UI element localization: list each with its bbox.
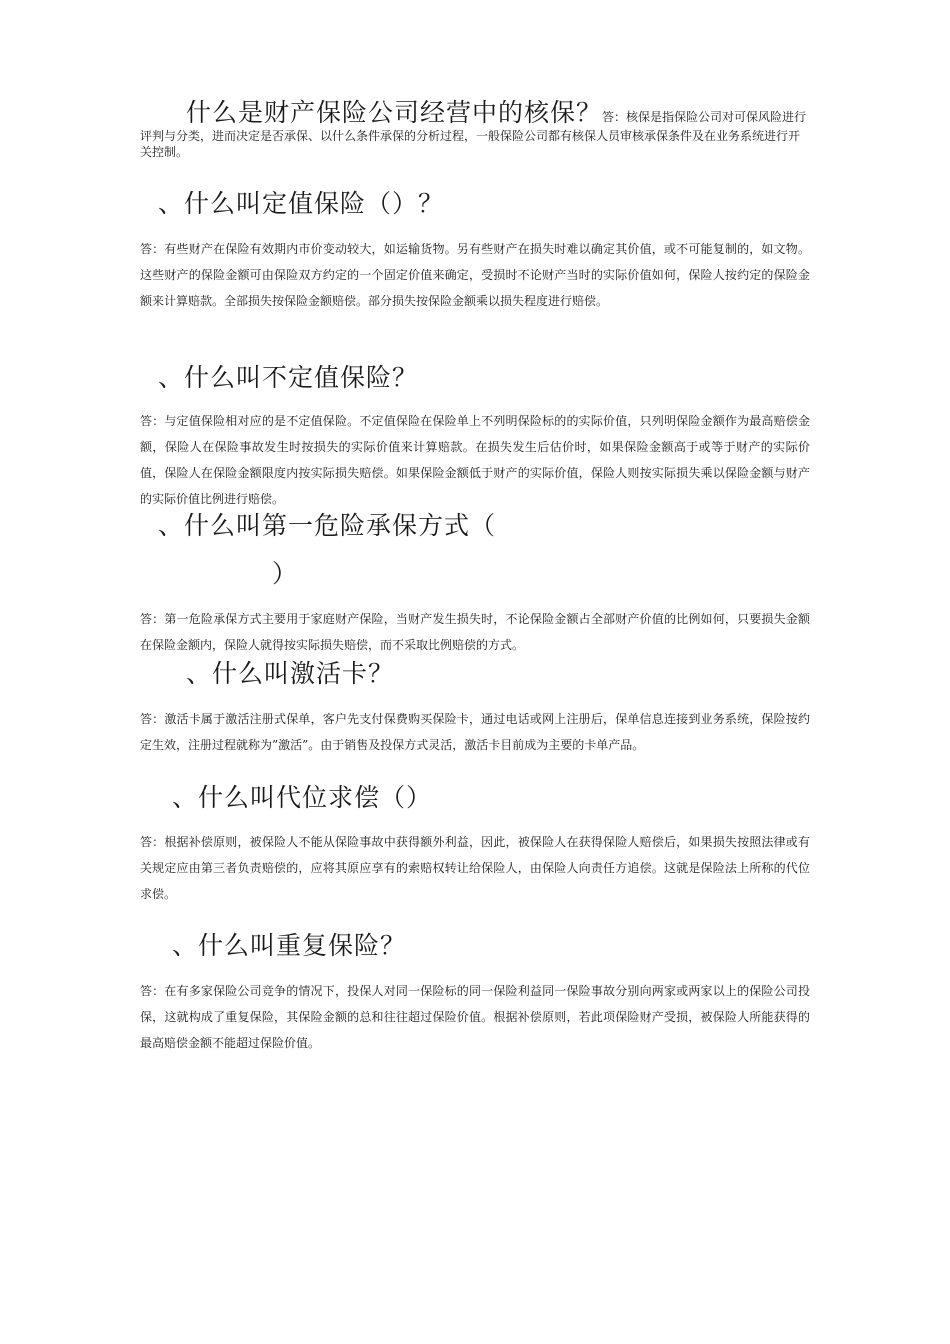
intro-paragraph	[140, 98, 810, 160]
intro-title: 什么是财产保险公司经营中的核保？	[186, 98, 603, 127]
answer-fixed-value-insurance: 答：有些财产在保险有效期内市价变动较大，如运输货物。另有些财产在损失时难以确定其价值，或不可能复制的，如文物。这些财产的保险金额可由保险双方约定的一个固定价值来确定，受损时不论财产当时的实际价值如何，保险人按约定的保险金额来计算赔款。全部损失按保险金额赔偿。部分损失按保险金额乘以损失程度进行赔偿。	[140, 242, 810, 308]
answer-double-insurance: 答：在有多家保险公司竞争的情况下，投保人对同一保险标的同一保险利益同一保险事故分别向两家或两家以上的保险公司投保，这就构成了重复保险，其保险金额的总和往往超过保险价值。根据补偿原则，若此项保险财产受损，被保险人所能获得的最高赔偿金额不能超过保险价值。	[140, 984, 810, 1050]
heading-first-loss-basis-cont: ）	[272, 559, 299, 588]
heading-activation-card: 、什么叫激活卡？	[186, 659, 395, 688]
heading-subrogation: 、什么叫代位求偿（）	[172, 783, 433, 812]
answer-first-loss-basis: 答：第一危险承保方式主要用于家庭财产保险，当财产发生损失时，不论保险金额占全部财产价值的比例如何，只要损失金额在保险金额内，保险人就得按实际损失赔偿，而不采取比例赔偿的方式。	[140, 612, 810, 652]
heading-double-insurance: 、什么叫重复保险？	[172, 931, 407, 960]
intro-answer-inline: 答：核保是指保险公司对可	[602, 110, 747, 124]
answer-activation-card: 答：激活卡属于激活注册式保单，客户先支付保费购买保险卡，通过电话或网上注册后，保单信息连接到业务系统，保险按约定生效，注册过程就称为”激活”。由于销售及投保方式灵活，激活卡目前成为主要的卡单产品。	[140, 712, 810, 752]
heading-fixed-value-insurance: 、什么叫定值保险（）？	[158, 189, 445, 218]
heading-first-loss-basis: 、什么叫第一危险承保方式（	[158, 511, 497, 540]
answer-subrogation: 答：根据补偿原则，被保险人不能从保险事故中获得额外利益，因此，被保险人在获得保险人赔偿后，如果损失按照法律或有关规定应由第三者负责赔偿的，应将其原应享有的索赔权转让给保险人，由保险人向责任方追偿。这就是保险法上所称的代位求偿。	[140, 835, 810, 901]
heading-unvalued-insurance: 、什么叫不定值保险？	[158, 363, 419, 392]
intro-answer-rest: 保风险进行评判与分类，进而决定是否承保、以什么条件承保的分析过程，一般保险公司都有核保人员审核承保条件及在业务系统进行开关控制。	[140, 110, 807, 159]
answer-unvalued-insurance: 答：与定值保险相对应的是不定值保险。不定值保险在保险单上不列明保险标的的实际价值，只列明保险金额作为最高赔偿金额，保险人在保险事故发生时按损失的实际价值来计算赔款。在损失发生后估价时，如果保险金额高于或等于财产的实际价值，保险人在保险金额限度内按实际损失赔偿。如果保险金额低于财产的实际价值，保险人则按实际损失乘以保险金额与财产的实际价值比例进行赔偿。	[140, 414, 810, 506]
